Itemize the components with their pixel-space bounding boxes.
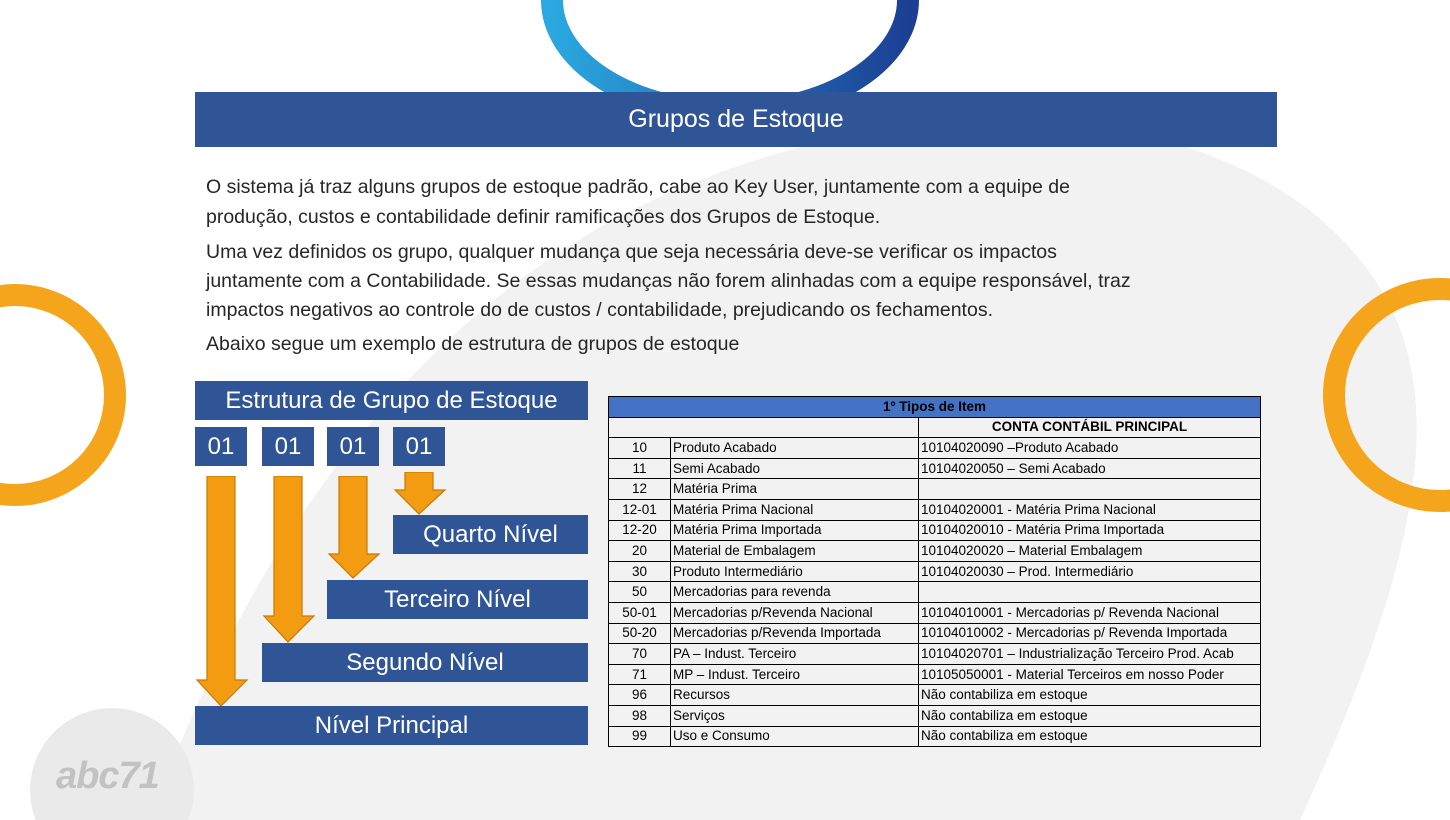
item-code-cell: 71	[609, 664, 671, 685]
account-cell: 10105050001 - Material Terceiros em nosso Poder	[919, 664, 1261, 685]
item-code-cell: 99	[609, 726, 671, 747]
table-row	[609, 623, 1261, 644]
code-label-2: 01	[274, 432, 302, 460]
account-cell: 10104020050 – Semi Acabado	[919, 458, 1261, 479]
account-cell	[919, 479, 1261, 500]
code-box-3	[327, 427, 379, 466]
table-row	[609, 479, 1261, 500]
account-cell: 10104020701 – Industrialização Terceiro Prod. Acab	[919, 644, 1261, 665]
item-code-cell: 96	[609, 685, 671, 706]
slide-title-bar	[195, 92, 1277, 147]
item-code-cell: 20	[609, 541, 671, 562]
account-cell: 10104020001 - Matéria Prima Nacional	[919, 499, 1261, 520]
item-description-cell: Produto Intermediário	[671, 561, 919, 582]
table-row	[609, 541, 1261, 562]
account-cell	[919, 582, 1261, 603]
table-row	[609, 520, 1261, 541]
table-row	[609, 644, 1261, 665]
table-row	[609, 438, 1261, 459]
code-label-1: 01	[207, 432, 235, 460]
table-header-row	[609, 417, 1261, 438]
item-code-cell: 12-01	[609, 499, 671, 520]
item-code-cell: 98	[609, 705, 671, 726]
account-cell: Não contabiliza em estoque	[919, 705, 1261, 726]
item-code-cell: 50	[609, 582, 671, 603]
level-label-quarto: Quarto Nível	[423, 520, 558, 548]
item-description-cell: Material de Embalagem	[671, 541, 919, 562]
level-box-terceiro	[327, 580, 588, 619]
account-cell: 10104010001 - Mercadorias p/ Revenda Nacional	[919, 602, 1261, 623]
item-code-cell: 11	[609, 458, 671, 479]
item-description-cell: Matéria Prima Nacional	[671, 499, 919, 520]
abc71-logo	[56, 755, 159, 798]
item-description-cell: Mercadorias p/Revenda Importada	[671, 623, 919, 644]
item-description-cell: Mercadorias para revenda	[671, 582, 919, 603]
arrow-down-terceiro	[327, 476, 381, 580]
item-code-cell: 12-20	[609, 520, 671, 541]
tipos-de-item-table	[608, 396, 1261, 747]
level-label-principal: Nível Principal	[314, 711, 469, 739]
account-cell: 10104020010 - Matéria Prima Importada	[919, 520, 1261, 541]
table-row	[609, 602, 1261, 623]
structure-title-box	[195, 381, 588, 420]
item-description-cell: Serviços	[671, 705, 919, 726]
level-label-segundo: Segundo Nível	[346, 648, 504, 676]
paragraph-line-4: juntamente com a Contabilidade. Se essas mudanças não forem alinhadas com a equipe responsável, traz	[206, 270, 1131, 292]
item-description-cell: Mercadorias p/Revenda Nacional	[671, 602, 919, 623]
code-label-3: 01	[339, 432, 367, 460]
level-label-terceiro: Terceiro Nível	[384, 585, 531, 613]
account-cell: 10104020020 – Material Embalagem	[919, 541, 1261, 562]
code-box-1	[195, 427, 247, 466]
item-description-cell: MP – Indust. Terceiro	[671, 664, 919, 685]
paragraph-line-5: impactos negativos ao controle do de custos / contabilidade, prejudicando os fechamentos.	[206, 299, 993, 321]
table-row	[609, 561, 1261, 582]
table-row	[609, 499, 1261, 520]
table-row	[609, 664, 1261, 685]
account-cell: 10104020030 – Prod. Intermediário	[919, 561, 1261, 582]
item-description-cell: Uso e Consumo	[671, 726, 919, 747]
paragraph-line-6: Abaixo segue um exemplo de estrutura de grupos de estoque	[206, 333, 740, 355]
item-code-cell: 50-20	[609, 623, 671, 644]
level-box-quarto	[393, 515, 588, 554]
code-label-4: 01	[405, 432, 433, 460]
paragraph-line-1: O sistema já traz alguns grupos de estoque padrão, cabe ao Key User, juntamente com a equipe de	[206, 176, 1070, 198]
account-cell: 10104010002 - Mercadorias p/ Revenda Importada	[919, 623, 1261, 644]
arrow-down-quarto	[393, 472, 447, 516]
table-row	[609, 726, 1261, 747]
item-description-cell: Matéria Prima	[671, 479, 919, 500]
level-box-segundo	[262, 643, 588, 682]
logo-text: abc71	[56, 755, 159, 797]
paragraph-line-2: produção, custos e contabilidade definir ramificações dos Grupos de Estoque.	[206, 206, 881, 228]
item-description-cell: PA – Indust. Terceiro	[671, 644, 919, 665]
account-cell: 10104020090 –Produto Acabado	[919, 438, 1261, 459]
table-row	[609, 582, 1261, 603]
item-code-cell: 50-01	[609, 602, 671, 623]
item-code-cell: 10	[609, 438, 671, 459]
item-description-cell: Matéria Prima Importada	[671, 520, 919, 541]
table-row	[609, 705, 1261, 726]
arrow-down-principal	[195, 476, 249, 708]
item-code-cell: 70	[609, 644, 671, 665]
code-box-2	[262, 427, 314, 466]
item-description-cell: Recursos	[671, 685, 919, 706]
code-box-4	[393, 427, 445, 466]
account-cell: Não contabiliza em estoque	[919, 685, 1261, 706]
table-title-row	[609, 397, 1261, 418]
item-description-cell: Semi Acabado	[671, 458, 919, 479]
table-row	[609, 458, 1261, 479]
account-cell: Não contabiliza em estoque	[919, 726, 1261, 747]
slide-title: Grupos de Estoque	[628, 105, 844, 133]
table-row	[609, 685, 1261, 706]
arrow-down-segundo	[262, 476, 316, 644]
level-box-principal	[195, 706, 588, 745]
structure-title: Estrutura de Grupo de Estoque	[225, 386, 558, 414]
table-title: 1º Tipos de Item	[609, 397, 1261, 418]
left-orange-ring	[0, 295, 115, 495]
item-code-cell: 12	[609, 479, 671, 500]
table-body	[609, 438, 1261, 747]
table-column-header: CONTA CONTÁBIL PRINCIPAL	[919, 417, 1261, 438]
item-description-cell: Produto Acabado	[671, 438, 919, 459]
paragraph-line-3: Uma vez definidos os grupo, qualquer mudança que seja necessária deve-se verificar os impactos	[206, 241, 1057, 263]
item-code-cell: 30	[609, 561, 671, 582]
table-header-empty	[609, 417, 919, 438]
